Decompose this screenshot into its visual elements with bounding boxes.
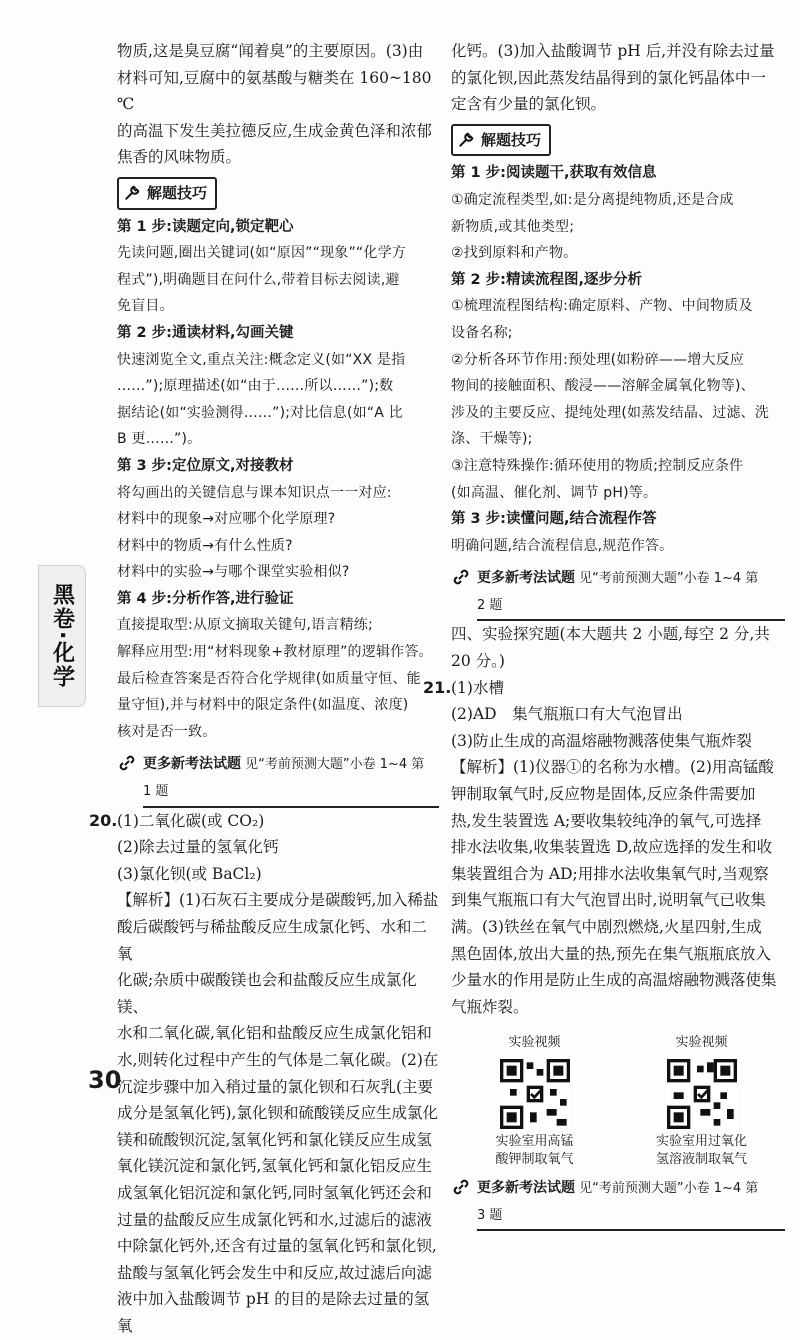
step-title: 第 3 步:定位原文,对接教材 <box>117 457 294 474</box>
page-number: 30 <box>88 1066 122 1094</box>
analysis-line: 到集气瓶瓶口有大气泡冒出时,说明氧气已收集 <box>451 891 766 910</box>
text-line: ③注意特殊操作:循环使用的物质;控制反应条件 <box>451 457 744 474</box>
text-line: 快速浏览全文,重点关注:概念定义(如“XX 是指 <box>117 351 406 368</box>
text-line: 先读问题,圈出关键词(如“原因”“现象”“化学方 <box>117 245 406 262</box>
text-line: 材料中的物质→有什么性质? <box>117 537 293 554</box>
tips-badge <box>117 177 217 210</box>
qr-code-icon[interactable] <box>500 1059 570 1129</box>
step-title: 第 3 步:读懂问题,结合流程作答 <box>451 511 657 528</box>
step-title: 第 2 步:精读流程图,逐步分析 <box>451 271 642 288</box>
analysis-line: 液中加入盐酸调节 pH 的目的是除去过量的氢氧 <box>117 1290 430 1335</box>
link-icon <box>451 567 471 587</box>
more-text: 见“考前预测大题”小卷 1~4 第 <box>579 1180 759 1196</box>
analysis-line: 氧化镁沉淀和氯化钙,氢氧化钙和氯化铝反应生 <box>117 1157 432 1176</box>
analysis-line: 少量水的作用是防止生成的高温熔融物溅落使集 <box>451 971 777 990</box>
more-title: 更多新考法试题 <box>477 1179 575 1196</box>
text-line: 涤、干燥等); <box>451 431 533 448</box>
text-line: 的高温下发生美拉德反应,生成金黄色泽和浓郁 <box>117 121 432 140</box>
more-questions-link[interactable] <box>117 751 439 807</box>
text-line: B 更……”)。 <box>117 431 202 448</box>
qr-video-2[interactable] <box>642 1030 762 1169</box>
more-questions-link[interactable] <box>451 1175 785 1231</box>
analysis-line: 水和二氧化碳,氧化铝和盐酸反应生成氯化铝和 <box>117 1024 432 1043</box>
text-line: ……”);原理描述(如“由于……所以……”);数 <box>117 378 394 395</box>
text-line: 明确问题,结合流程信息,规范作答。 <box>451 537 674 554</box>
analysis-line: 酸后碳酸钙与稀盐酸反应生成氯化钙、水和二氧 <box>117 918 428 963</box>
tips-label: 解题技巧 <box>147 183 208 202</box>
text-line: 免盲目。 <box>117 298 174 315</box>
tips-label: 解题技巧 <box>481 130 542 149</box>
text-line: 定含有少量的氯化钡。 <box>451 95 607 114</box>
text-line: (如高温、催化剂、调节 pH)等。 <box>451 484 658 501</box>
answer-line: (3)氯化钡(或 BaCl₂) <box>117 864 262 883</box>
section-heading: 20 分。) <box>451 652 505 671</box>
text-line: 的氯化钡,因此蒸发结晶得到的氯化钙晶体中一 <box>451 68 766 87</box>
question-21 <box>423 675 785 1021</box>
text-line: 据结论(如“实验测得……”);对比信息(如“A 比 <box>117 404 403 421</box>
analysis-line: 成分是氢氧化钙),氯化钡和硫酸镁反应生成氯化 <box>117 1104 438 1123</box>
qr-video-1[interactable] <box>475 1030 595 1169</box>
analysis-line: 排水法收集,收集装置选 D,故应选择的发生和收 <box>451 838 773 857</box>
analysis-line: 成氢氧化铝沉淀和氯化钙,同时氢氧化钙还会和 <box>117 1183 432 1202</box>
qr-caption-top: 实验视频 <box>508 1035 561 1051</box>
qr-caption: 酸钾制取氧气 <box>495 1151 574 1167</box>
answer-line: (2)除去过量的氢氧化钙 <box>117 838 279 857</box>
text-line: 焦香的风味物质。 <box>117 148 242 167</box>
analysis-line: 盐酸与氢氧化钙会发生中和反应,故过滤后向滤 <box>117 1263 432 1282</box>
step-title: 第 4 步:分析作答,进行验证 <box>117 590 294 607</box>
text-line: ①确定流程类型,如:是分离提纯物质,还是合成 <box>451 191 734 208</box>
answer-line: (1)二氧化碳(或 CO₂) <box>117 811 265 830</box>
text-line: 程式”),明确题目在问什么,带着目标去阅读,避 <box>117 271 400 288</box>
text-line: 材料可知,豆腐中的氨基酸与糖类在 160~180 ℃ <box>117 68 432 114</box>
wrench-icon <box>457 131 475 149</box>
analysis-line: 水,则转化过程中产生的气体是二氧化碳。(2)在 <box>117 1050 439 1069</box>
section-heading: 四、实验探究题(本大题共 2 小题,每空 2 分,共 <box>451 625 770 644</box>
analysis-line: 化碳;杂质中碳酸镁也会和盐酸反应生成氯化镁、 <box>117 971 417 1016</box>
qr-codes <box>451 1030 785 1169</box>
question-number: 21. <box>423 677 452 697</box>
step-title: 第 1 步:读题定向,锁定靶心 <box>117 218 294 235</box>
more-text: 2 题 <box>477 597 503 613</box>
text-line: 物质,这是臭豆腐“闻着臭”的主要原因。(3)由 <box>117 42 424 60</box>
link-icon <box>451 1177 471 1197</box>
text-line: ①梳理流程图结构:确定原料、产物、中间物质及 <box>451 298 753 315</box>
qr-code-icon[interactable] <box>667 1059 737 1129</box>
analysis-line: 【解析】(1)仪器①的名称为水槽。(2)用高锰酸 <box>451 758 774 777</box>
text-line: 核对是否一致。 <box>117 723 217 740</box>
more-text: 见“考前预测大题”小卷 1~4 第 <box>245 757 425 773</box>
right-column <box>423 38 785 1231</box>
more-questions-link[interactable] <box>451 565 785 621</box>
analysis-line: 【解析】(1)石灰石主要成分是碳酸钙,加入稀盐 <box>117 891 439 910</box>
analysis-line: 中除氯化钙外,还含有过量的氢氧化钙和氯化钡, <box>117 1237 437 1256</box>
text-line: 材料中的实验→与哪个课堂实验相似? <box>117 564 350 581</box>
text-line: 最后检查答案是否符合化学规律(如质量守恒、能 <box>117 670 421 687</box>
text-line: 设备名称; <box>451 324 513 341</box>
text-line: 材料中的现象→对应哪个化学原理? <box>117 511 336 528</box>
answer-line: (3)防止生成的高温熔融物溅落使集气瓶炸裂 <box>451 731 752 750</box>
question-number: 20. <box>89 810 118 830</box>
more-text: 见“考前预测大题”小卷 1~4 第 <box>579 571 759 587</box>
more-title: 更多新考法试题 <box>477 570 575 587</box>
qr-caption-top: 实验视频 <box>675 1035 728 1051</box>
analysis-line: 气瓶炸裂。 <box>451 997 529 1016</box>
text-line: 化钙。(3)加入盐酸调节 pH 后,并没有除去过量 <box>451 42 775 60</box>
wrench-icon <box>123 184 141 202</box>
analysis-line: 满。(3)铁丝在氧气中剧烈燃烧,火星四射,生成 <box>451 918 762 936</box>
subject-side-tab <box>38 565 86 707</box>
link-icon <box>117 753 137 773</box>
more-title: 更多新考法试题 <box>143 756 241 773</box>
text-line: 物间的接触面积、酸浸——溶解金属氧化物等)、 <box>451 378 755 395</box>
analysis-line: 过量的盐酸反应生成氯化钙和水,过滤后的滤液 <box>117 1210 432 1229</box>
answer-line: (2)AD 集气瓶瓶口有大气泡冒出 <box>451 705 683 724</box>
text-line: 将勾画出的关键信息与课本知识点一一对应: <box>117 484 392 501</box>
text-line: 新物质,或其他类型; <box>451 218 575 235</box>
text-line: 直接提取型:从原文摘取关键句,语言精练; <box>117 617 373 634</box>
text-line: ②找到原料和产物。 <box>451 245 578 262</box>
text-line: 涉及的主要反应、提纯处理(如蒸发结晶、过滤、洗 <box>451 404 770 421</box>
analysis-line: 钾制取氧气时,反应物是固体,反应条件需要加 <box>451 785 756 804</box>
side-tab-label: 黑卷·化学 <box>49 582 75 690</box>
analysis-line: 镁和硫酸钡沉淀,氢氧化钙和氯化镁反应生成氢 <box>117 1130 432 1149</box>
qr-caption: 氢溶液制取氧气 <box>655 1151 747 1167</box>
text-line: ②分析各环节作用:预处理(如粉碎——增大反应 <box>451 351 745 368</box>
step-title: 第 2 步:通读材料,勾画关键 <box>117 324 294 341</box>
analysis-line: 热,发生装置选 A;要收集较纯净的氧气,可选择 <box>451 811 762 830</box>
analysis-line: 黑色固体,放出大量的热,预先在集气瓶瓶底放入 <box>451 944 771 963</box>
analysis-line: 沉淀步骤中加入稍过量的氯化钡和石灰乳(主要 <box>117 1077 434 1096</box>
analysis-line: 集装置组合为 AD;用排水法收集氧气时,当观察 <box>451 864 769 883</box>
answer-line: (1)水槽 <box>451 678 504 697</box>
qr-caption: 实验室用过氧化 <box>655 1133 747 1149</box>
text-line: 解释应用型:用“材料现象+教材原理”的逻辑作答。 <box>117 644 433 661</box>
text-line: 量守恒),并与材料中的限定条件(如温度、浓度) <box>117 697 409 714</box>
tips-badge <box>451 124 551 157</box>
more-text: 3 题 <box>477 1207 503 1223</box>
qr-caption: 实验室用高锰 <box>495 1133 574 1149</box>
step-title: 第 1 步:阅读题干,获取有效信息 <box>451 165 657 182</box>
more-text: 1 题 <box>143 784 169 800</box>
